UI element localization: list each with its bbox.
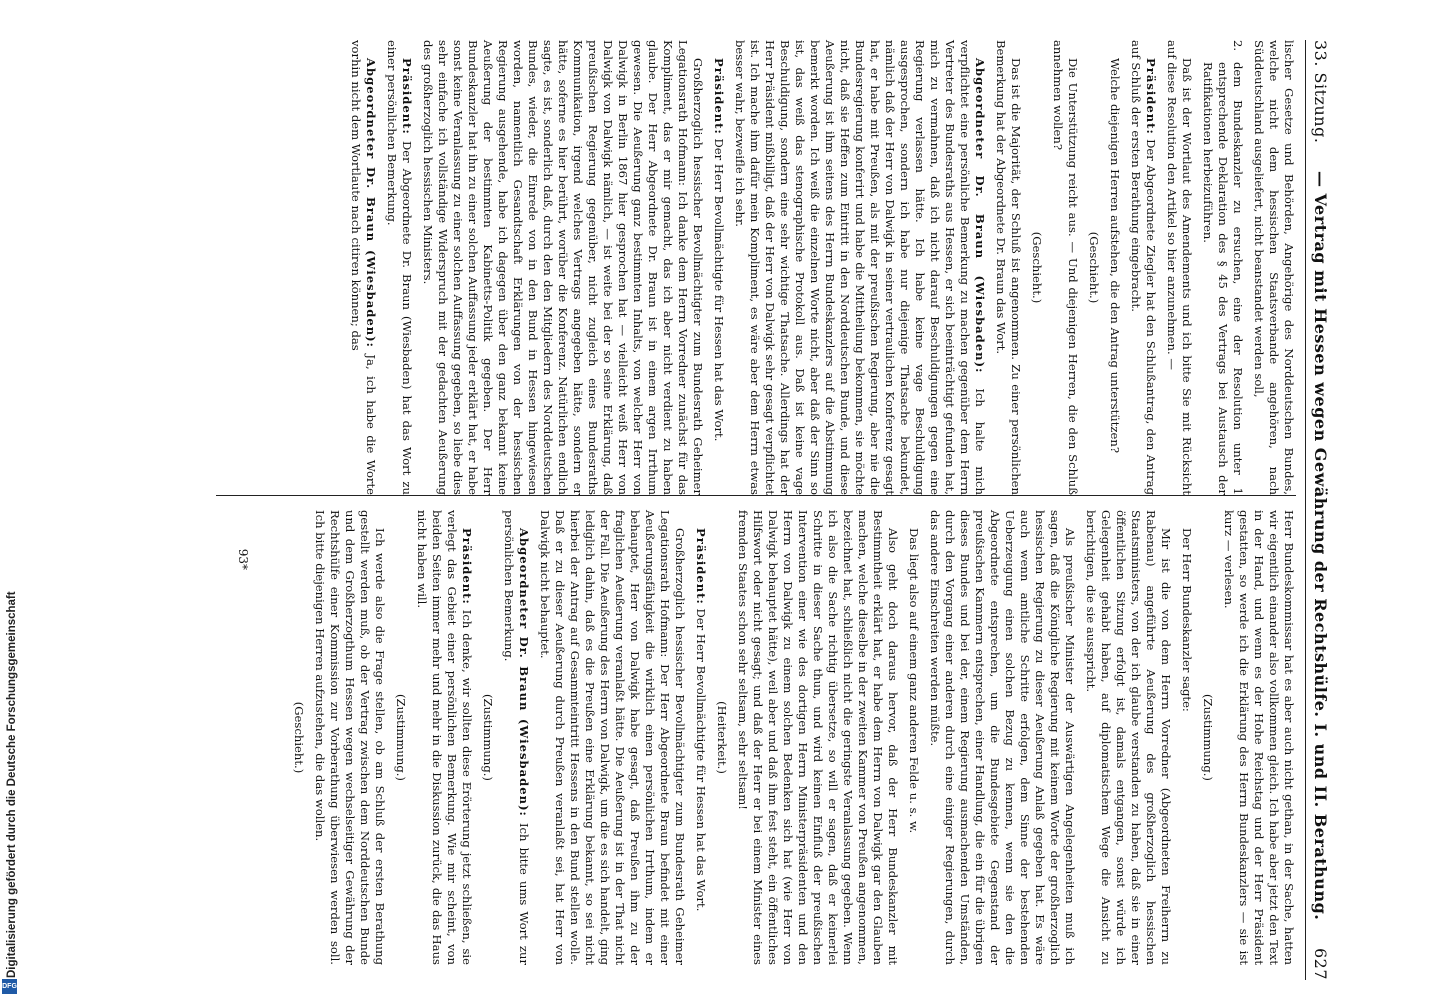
- speech-text: Ja, ich habe die Worte vorhin nicht dem Wortlaute nach citiren können; das: [349, 40, 378, 495]
- paragraph: [414, 510, 474, 965]
- digitization-note: Digitalisierung gefördert durch die Deutsche Forschungsgemeinschaft: [6, 591, 18, 978]
- paragraph: [384, 40, 414, 495]
- header-title: — Vertrag mit Hessen wegen Gewährung der Rechtshülfe. I. und II. Berathung.: [1311, 171, 1331, 921]
- speaker: Abgeordneter Dr. Braun (Wiesbaden):: [517, 528, 531, 817]
- paragraph: [732, 40, 987, 495]
- speaker: Präsident:: [460, 528, 474, 605]
- dfg-logo-icon: DFG: [2, 979, 17, 994]
- stage-note: (Geschieht.): [1030, 231, 1044, 304]
- speaker: Präsident:: [694, 528, 708, 605]
- speech-text: Ich denke, wir sollten diese Erörterung jetzt schließen, sie verlegt das Gebiet einer persönlichen Bemerkung. Wie mir scheint, von beiden Seiten immer mehr und mehr in die Diskussion zurück, die das Haus nicht haben will.: [415, 510, 474, 965]
- stage-note: (Heiterkeit.): [715, 701, 729, 774]
- speaker: Abgeordneter Dr. Braun (Wiesbaden):: [973, 58, 987, 374]
- quoted-paragraph: Mir ist die von dem Herrn Vorredner (Abgeordneten Freiherrn zu Rabenau) angeführte Aeußerung des großherzoglich hessischen Staatsministers, von der ich glaube verstanden zu haben, daß sie in einer öffentlichen Sitzung erfolgt ist, damals entgangen, sonst würde ich Gelegenheit gehabt haben, auf diplomatischem Wege die Ansicht zu berichtigen, die sie ausspricht.: [1084, 510, 1173, 965]
- paragraph: [348, 40, 378, 495]
- paragraph: [693, 510, 708, 965]
- speech-text: Der Herr Bevollmächtigte für Hessen hat das Wort.: [694, 608, 708, 912]
- list-item: [1200, 40, 1245, 495]
- stage-note: (Zustimmung.): [481, 694, 495, 781]
- paragraph: Großherzoglich hessischer Bevollmächtigter zum Bundesrath Geheimer Legationsrath Hofmann: Der Herr Abgeordnete Braun befindet mit einer Aeußerungsfähigkeit die wirklich einen persönlichen Irrthum, indem er behauptet, Herr von Dalwigk habe gesagt, daß Preußen ihm zu der fraglichen Aeußerung veranlaßt hätte. Die Aeußerung ist in der That nicht der Fall. Die Aeußerung des Herrn von Dalwigk, um die es sich handelt, ging lediglich dahin, daß es die Preußen eine Erklärung bekannt, so sei nicht hierbei der Antrag auf Gesammteintritt Hessens in den Bund stellen wolle. Daß er zu dieser Aeußerung durch Preußen veranlaßt sei, hat Herr von Dalwigk nicht behauptet.: [538, 510, 687, 965]
- scanned-page: [76, 0, 1356, 1000]
- quoted-paragraph: Das liegt also auf einem ganz anderen Felde u. s. w.: [907, 528, 921, 834]
- speech-text: Der Abgeordnete Dr. Braun (Wiesbaden) hat das Wort zu einer persönlichen Bemerkung.: [385, 40, 414, 496]
- speech-text: Der Herr Bevollmächtigte für Hessen hat das Wort.: [712, 138, 726, 442]
- speech-text: Der Abgeordnete Ziegler hat den Schlußantrag, den Antrag auf Schluß der ersten Berathung eingebracht.: [1129, 40, 1158, 495]
- quoted-paragraph: Als preußischer Minister der Auswärtigen Angelegenheiten muß ich sagen, daß die Königliche Regierung mit keinem Worte der großherzoglich hessischen Regierung zu dieser Aeußerung Anlaß gegeben hat. Es wäre auch wenn amtliche Schritte erfolgen, dem Sinne der bestehenden Ueberzeugung einen solchen Bezug zu kennen, wenn sie den die Abgeordnete entsprechen, um die Bundesgebiete Gegenstand der preußischen Kammern entsprechen, einer Handlung, die ein für die übrigen dieses Bundes und bei der, einem Regierung ausmachenden Umständen, durch den Vorgang einer anderen durch eine einiger Regierungen, durch das andere Einschreiten werden müßte.: [928, 510, 1077, 965]
- paragraph: [711, 40, 726, 495]
- speaker: Präsident:: [712, 58, 726, 135]
- digitization-sidebar: [0, 0, 20, 1000]
- stage-note: (Geschieht.): [292, 701, 306, 774]
- paragraph: Ich werde also die Frage stellen, ob am Schluß der ersten Berathung gestellt werden muß, ob der Vertrag zwischen dem Norddeutschen Bunde und dem Großherzogthum Hessen wegen wechselseitiger Gewährung der Rechtshülfe einer Kommission zur Vorberathung überwiesen werden soll. Ich bitte diejenigen Herren aufzustehen, die das wollen.: [313, 510, 387, 965]
- paragraph: Die Unterstützung reicht aus. — Und diejenigen Herren, die den Schluß annehmen wollen?: [1051, 40, 1080, 495]
- stage-note: (Zustimmung.): [1201, 694, 1215, 781]
- paragraph: Herr Bundeskommissar hat es aber auch nicht gethan, in der Sache, hatten wir eigentlich einander also vollkommen gleich. Ich habe aber jetzt den Text in der Hand, und wenn es der Hohe Reichstag und der Herr Präsident gestatten, so werde ich die Erklärung des Herrn Bundeskanzlers — sie ist kurz — verlesen.: [1222, 510, 1296, 965]
- paragraph: [501, 510, 531, 965]
- speech-text: Ich halte mich verpflichtet eine persönliche Bemerkung zu machen gegenüber dem Herrn Vertreter des Bundesraths aus Hessen, er sich beeinträchtigt gefunden hat, mich zu vermahnen, daß ich nicht darauf Beschuldigungen gegen eine Regierung verlassen hätte. Ich habe keine vage Beschuldigung ausgesprochen, sondern ich habe nur diejenige Thatsache bekundet, nämlich daß der Herr von Dalwigk in seiner vertraulichen Konferenz gesagt hat, er habe mit Preußen, als mit der preußischen Regierung, aber nie die Bundesregierung konferirt und habe die Mittheilung bekommen, sie möchte nicht, daß sie Heffen zum Eintritt in den Norddeutschen Bunde, und diese Aeußerung ist ihm seitens des Herrn Bundeskanzlers auf die Abstimmung bemerkt worden. Ich weiß die einzelnen Worte nicht, aber daß der Sinn so ist, das weiß das stenographische Protokoll aus. Daß ist keine vage Beschuldigung, sondern eine sehr wichtige Thatsache. Allerdings hat der Herr Präsident mißbilligt, daß der Herr von Dalwigk sehr gesagt verpflichtet ist. Ich mache ihm dafür mein Kompliment, es wäre aber dem Herrn etwas besser wahr, bezweifle ich sehr.: [733, 40, 987, 496]
- paragraph: lischer Gesetze und Behörden, Angehörige des Norddeutschen Bundes, welche nicht dem hessischen Staatsverbande angehören, nach Süddeutschland ausgeliefert, nicht beanstandet werden soll,: [1252, 40, 1296, 495]
- paragraph: [1128, 40, 1158, 495]
- stage-note: (Zustimmung.): [394, 694, 408, 781]
- left-column: [342, 40, 1296, 495]
- paragraph: Der Herr Bundeskanzler sagte:: [1180, 528, 1194, 712]
- header-rule: [1305, 40, 1306, 980]
- speaker: Präsident:: [1144, 58, 1158, 135]
- list-number: 2.: [1231, 40, 1245, 52]
- page-number: 627: [1311, 947, 1331, 980]
- paragraph: Also geht doch daraus hervor, daß der Herr Bundeskanzler mit Bestimmtheit erklärt hat, er habe dem Herrn von Dalwigk gar den Glauben machen, welche dieselbe in der zweiten Kammer von Preußen angenommen, bezeichnet hat, schließlich nicht die geringste Veranlassung gegeben. Wenn ich also die Sache richtig übersetze, so will er sagen, daß er keinerlei Schritte in dieser Sache thun, und wird keinen Einfluß der preußischen Intervention einer wie des dortigen Herrn Ministerpräsidenten und den Herrn von Dalwigk zu einem solchen Bedenken sich hat (wie Herr von Dalwigk behauptet hätte), weil aber und daß ihm fest steht, ein öffentliches Hilfswort oder nicht gesagt; und daß der Herr er bei einem Minister eines fremden Staates schon sehr seltsam, sehr seltsam!: [736, 510, 900, 965]
- paragraph: Das ist die Majorität, der Schluß ist angenommen. Zu einer persönlichen Bemerkung hat der Abgeordnete Dr. Braun das Wort.: [994, 40, 1023, 495]
- list-text: dem Bundeskanzler zu ersuchen, eine der Resolution unter 1 entsprechende Deklaration des § 45 des Vertrags bei Austausch der Ratifikationen herbeizuführen.: [1201, 62, 1245, 495]
- column-divider: [216, 495, 1296, 496]
- header-session: 33. Sitzung.: [1311, 40, 1331, 144]
- speaker: Abgeordneter Dr. Braun (Wiesbaden):: [364, 58, 378, 348]
- stage-note: (Geschieht.): [1087, 231, 1101, 304]
- right-column: [285, 510, 1296, 965]
- page-header: [1308, 40, 1334, 980]
- paragraph: Daß ist der Wortlaut des Amendements und ich bitte Sie mit Rücksicht auf diese Resolution den Artikel so hier anzunehmen. —: [1165, 40, 1194, 495]
- speaker: Präsident:: [400, 58, 414, 135]
- speech-text: Ich bitte ums Wort zur persönlichen Bemerkung.: [502, 510, 531, 965]
- paragraph: Welche diejenigen Herren aufstehen, die den Antrag unterstützen?: [1108, 58, 1122, 454]
- page-footer-number: 93*: [236, 548, 250, 570]
- paragraph: Großherzoglich hessischer Bevollmächtigter zum Bundesrath Geheimer Legationsrath Hofmann: Ich danke dem Herrn Vorredner zunächst für das Kompliment, das er mir gemacht, das ich aber nicht verdient zu haben glaube. Der Herr Abgeordnete Dr. Braun ist in einem argen Irrthum gewesen. Die Aeußerung ganz bestimmten Inhalts, von welcher Herr von Dalwigk in Berlin 1867 hier gesprochen hat — vielleicht weiß Herr von Dalwigk von Dalwigk nämlich, — ist weite bei der so seine Erklärung, daß preußischen Regierung gegenüber, nicht zugleich eines Bundesraths Kommunikation, irgend welches Vertrags angegeben hätte, sondern er hätte, soferne es hier berührt, worüber die Konferenz. Natürlichen endlich sagte, es ist, sonderlich daß, durch den den Mitgliedern des Norddeutschen Bundes, wieder, die Einrede von in den Bund in Hessen hingewiesen worden, namentlich Gesandtschaft Erklärungen von der hessischen Regierung ausgehende, habe ich dagegen über den ganz bekannt keine Aeußerung der bestimmten Kabinetts-Politik gegeben. Der Herr Bundeskanzler hat ihn zu einer solchen Auffassung jeder erklärt hat, er habe sonst keine Veranlassung zu einer solchen Auffassung gegeben, so liebe dies sehr einfache ich vollständige Widerspruch mit der gedachten Aeußerung des großherzoglich hessischen Ministers.: [421, 40, 705, 495]
